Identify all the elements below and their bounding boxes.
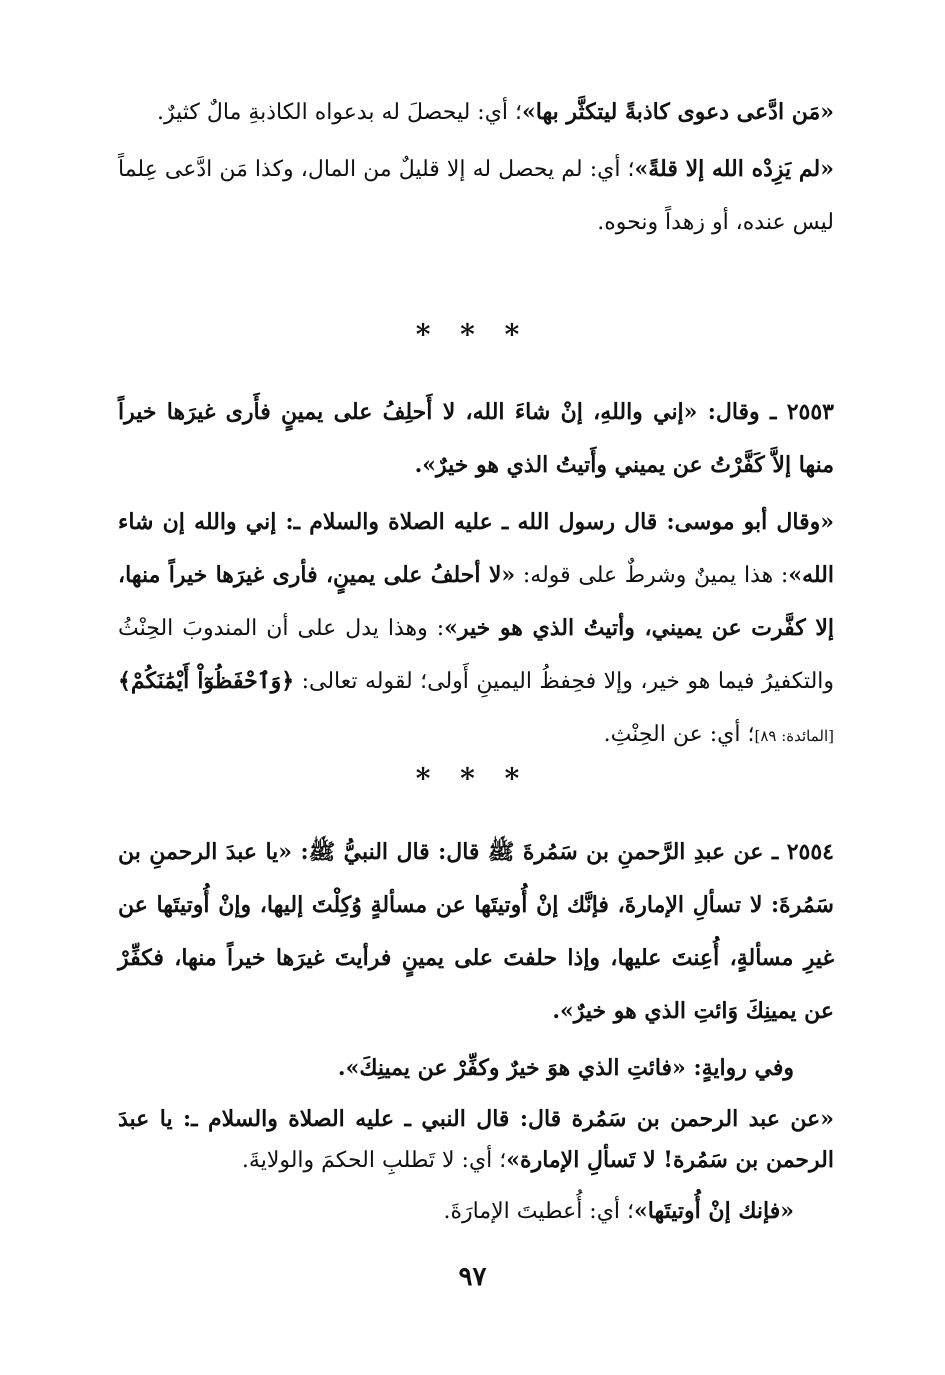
section-separator: * * * — [415, 762, 530, 795]
quoted-hadith-phrase: «عن عبد الرحمن بن سَمُرة قال: قال النبي ـ عليه الصلاة والسلام ـ: يا عبدَ الرحمن بن سَمُرة! لا تَسألِ الإمارة» — [118, 1106, 834, 1173]
paragraph-claim-false — [118, 86, 834, 139]
hadith-2553-block — [118, 386, 834, 763]
commentary-text: ؛ أي: أُعطيتَ الإمارَةَ. — [443, 1199, 635, 1224]
hadith-2554-block — [118, 826, 834, 1238]
commentary-text: ؛ أي: ليحصلَ له بدعواه الكاذبةِ مالٌ كثيرٌ. — [157, 100, 523, 125]
quran-verse: ﴿وَٱحْفَظُوٓاْ أَيْمَٰنَكُمْ﴾ — [118, 668, 295, 694]
commentary-text: ؛ أي: لم يحصل له إلا قليلٌ من المال، وكذا مَن ادَّعى عِلماً ليس عنده، أو زهداً ونحوه. — [118, 157, 834, 235]
commentary-text: : وهذا يدل على أن المندوبَ الحِنْثُ والتكفيرُ فيما هو خير، وإلا فحِفظُ اليمينِ أَولى؛ لقوله تعالى: — [118, 616, 835, 694]
paragraph-little-increase — [118, 143, 834, 249]
section-separator: * * * — [415, 318, 530, 351]
commentary-text: : هذا يمينٌ وشرطٌ على قوله: — [515, 563, 789, 588]
hadith-2553-commentary — [118, 496, 834, 763]
commentary-block-1 — [118, 86, 834, 249]
hadith-2553-text: ٢٥٥٣ ـ وقال: «إني واللهِ، إنْ شاءَ الله، لا أَحلِفُ على يمينٍ فأَرى غيرَها خيراً منها إلاَّ كَفَّرْتُ عن يميني وأَتيتُ الذي هو خيرٌ». — [118, 399, 834, 478]
hadith-2554-commentary — [118, 1099, 834, 1181]
commentary-text: ؛ أي: لا تَطلبِ الحكمَ والولايةَ. — [241, 1148, 507, 1173]
quoted-hadith-phrase: «فإنك إنْ أُوتيتَها» — [634, 1198, 794, 1224]
page-number: ٩٧ — [458, 1262, 487, 1292]
quoted-hadith-phrase: «مَن ادَّعى دعوى كاذبةً ليتكثَّر بها» — [522, 99, 834, 125]
hadith-2554-variant: وفي روايةٍ: «فائتِ الذي هوَ خيرٌ وكفِّرْ عن يمينِكَ». — [337, 1055, 794, 1081]
hadith-2554-commentary-2 — [118, 1185, 834, 1238]
hadith-2554-text: ٢٥٥٤ ـ عن عبدِ الرَّحمنِ بن سَمُرةَ ﷺ قال: قال النبيُّ ﷺ: «يا عبدَ الرحمنِ بن سَمُرةَ: لا تسألِ الإمارةَ، فإنَّك إنْ أُوتيتَها عن مسألةٍ وُكِلْتَ إليها، وإنْ أُوتيتَها عن غيرِ مسألةٍ، أُعِنتَ عليها، وإذا حلفتَ على يمينٍ فرأيتَ غيرَها خيراً منها، فكفِّرْ عن يمينِكَ وَائتِ الذي هو خيرٌ». — [118, 839, 834, 1024]
quoted-hadith-phrase: «وقال أبو موسى: قال رسول الله ـ عليه الصلاة والسلام ـ: إني والله إن شاء الله» — [118, 509, 834, 588]
commentary-text: ؛ أي: عن الحِنْثِ. — [603, 722, 755, 747]
quoted-hadith-phrase: «لا أحلفُ على يمينٍ، فأرى غيرَها خيراً منها، إلا كفَّرت عن يميني، وأتيتُ الذي هو خير» — [118, 562, 834, 641]
verse-reference: [المائدة: ٨٩] — [754, 727, 834, 745]
quoted-hadith-phrase: «لم يَزِدْه الله إلا قلةً» — [634, 156, 834, 182]
